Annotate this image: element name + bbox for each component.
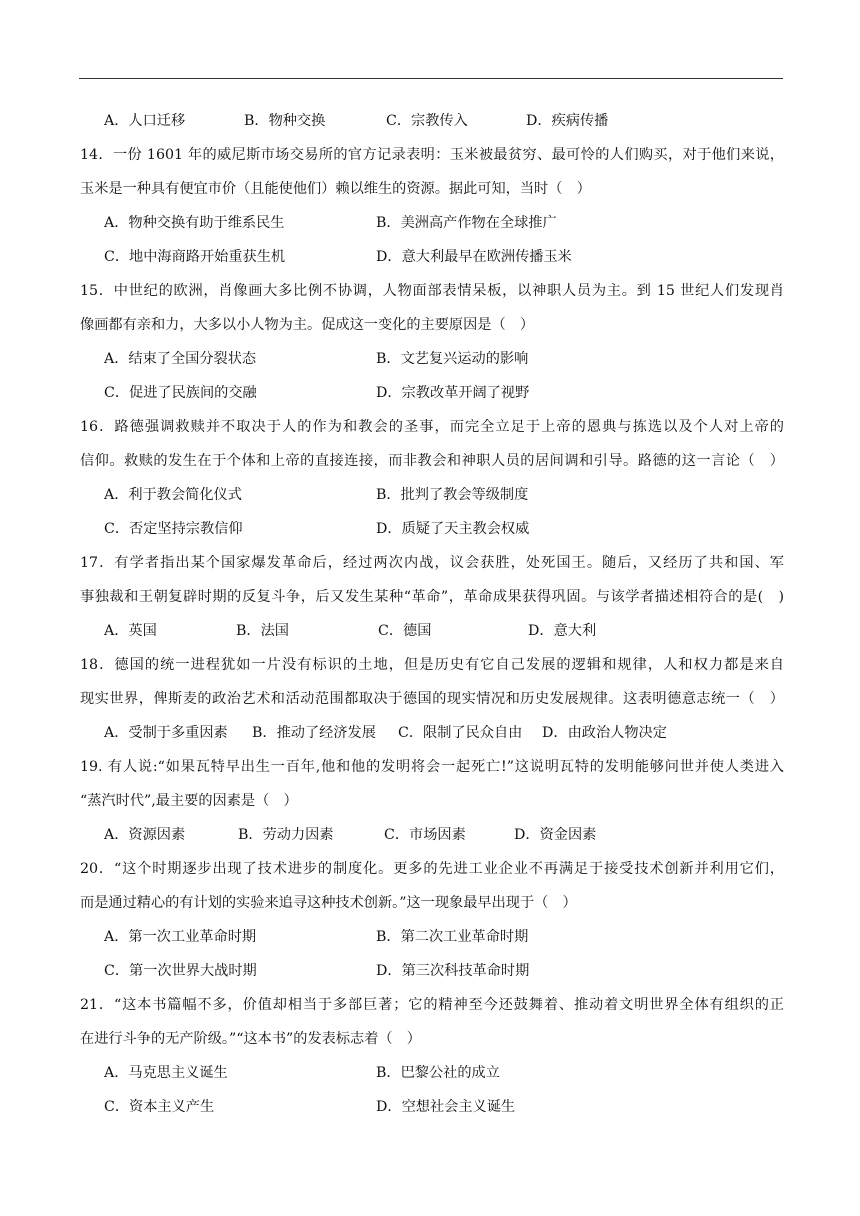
q14-option-c: C．地中海商路开始重获生机 xyxy=(104,249,286,265)
q16-stem-line-2: 信仰。救赎的发生在于个体和上帝的直接连接，而非教会和神职人员的居间调和引导。路德的这一言论（ ） xyxy=(80,453,784,469)
q18-option-b: B．推动了经济发展 xyxy=(252,725,376,741)
q16-option-a: A．利于教会简化仪式 xyxy=(104,487,242,503)
q15-stem-line-1: 15．中世纪的欧洲，肖像画大多比例不协调，人物面部表情呆板，以神职人员为主。到 15 世纪人们发现肖 xyxy=(80,283,784,299)
q19-stem-line-1: 19. 有人说:“如果瓦特早出生一百年,他和他的发明将会一起死亡!”这说明瓦特的发明能够问世并使人类进入 xyxy=(80,759,784,775)
q15-option-d: D．宗教改革开阔了视野 xyxy=(376,385,530,401)
q17-option-c: C．德国 xyxy=(378,623,432,639)
q15-option-c: C．促进了民族间的交融 xyxy=(104,385,257,401)
q21-option-c: C．资本主义产生 xyxy=(104,1099,215,1115)
q17-option-a: A．英国 xyxy=(104,623,157,639)
q19-option-c: C．市场因素 xyxy=(384,827,466,843)
q18-option-c: C．限制了民众自由 xyxy=(398,725,523,741)
q20-option-d: D．第三次科技革命时期 xyxy=(376,963,530,979)
q17-option-b: B．法国 xyxy=(236,623,289,639)
q20-option-b: B．第二次工业革命时期 xyxy=(376,929,529,945)
q16-option-c: C．否定坚持宗教信仰 xyxy=(104,521,243,537)
q20-option-a: A．第一次工业革命时期 xyxy=(104,929,257,945)
q13-option-a: A．人口迁移 xyxy=(104,113,186,129)
q21-stem-line-2: 在进行斗争的无产阶级。”“这本书”的发表标志着（ ） xyxy=(80,1031,421,1047)
q21-stem-line-1: 21．“这本书篇幅不多，价值却相当于多部巨著；它的精神至今还鼓舞着、推动着文明世界全体有组织的正 xyxy=(80,997,784,1013)
header-rule xyxy=(79,78,783,79)
q15-option-b: B．文艺复兴运动的影响 xyxy=(376,351,529,367)
q13-option-b: B．物种交换 xyxy=(244,113,326,129)
q21-option-a: A．马克思主义诞生 xyxy=(104,1065,228,1081)
q19-option-d: D．资金因素 xyxy=(514,827,597,843)
q21-option-b: B．巴黎公社的成立 xyxy=(376,1065,500,1081)
q18-stem-line-1: 18．德国的统一进程犹如一片没有标识的土地，但是历史有它自己发展的逻辑和规律，人和权力都是来自 xyxy=(80,657,784,673)
q19-stem-line-2: “蒸汽时代”,最主要的因素是（ ） xyxy=(80,793,298,809)
q16-option-b: B．批判了教会等级制度 xyxy=(376,487,529,503)
q15-option-a: A．结束了全国分裂状态 xyxy=(104,351,257,367)
q17-stem-line-2: 事独裁和王朝复辟时期的反复斗争，后又发生某种“革命”，革命成果获得巩固。与该学者描述相符合的是( ) xyxy=(80,589,784,605)
q18-stem-line-2: 现实世界，俾斯麦的政治艺术和活动范围都取决于德国的现实情况和历史发展规律。这表明德意志统一（ ） xyxy=(80,691,784,707)
q15-stem-line-2: 像画都有亲和力，大多以小人物为主。促成这一变化的主要原因是（ ） xyxy=(80,317,535,333)
q20-stem-line-1: 20．“这个时期逐步出现了技术进步的制度化。更多的先进工业企业不再满足于接受技术创新并利用它们， xyxy=(80,861,784,877)
q19-option-b: B．劳动力因素 xyxy=(238,827,334,843)
q20-stem-line-2: 而是通过精心的有计划的实验来追寻这种技术创新。”这一现象最早出现于（ ） xyxy=(80,895,577,911)
q17-option-d: D．意大利 xyxy=(528,623,597,639)
q13-option-c: C．宗教传入 xyxy=(386,113,468,129)
q18-option-a: A．受制于多重因素 xyxy=(104,725,228,741)
q18-option-d: D．由政治人物决定 xyxy=(542,725,667,741)
q16-stem-line-1: 16．路德强调救赎并不取决于人的作为和教会的圣事，而完全立足于上帝的恩典与拣选以及个人对上帝的 xyxy=(80,419,784,435)
q14-option-a: A．物种交换有助于维系民生 xyxy=(104,215,285,231)
q17-stem-line-1: 17．有学者指出某个国家爆发革命后，经过两次内战，议会获胜，处死国王。随后，又经历了共和国、军 xyxy=(80,555,784,571)
q14-stem-line-1: 14．一份 1601 年的威尼斯市场交易所的官方记录表明：玉米被最贫穷、最可怜的人们购买，对于他们来说， xyxy=(80,147,784,163)
q14-option-b: B．美洲高产作物在全球推广 xyxy=(376,215,557,231)
q13-option-d: D．疾病传播 xyxy=(526,113,609,129)
q16-option-d: D．质疑了天主教会权威 xyxy=(376,521,530,537)
q20-option-c: C．第一次世界大战时期 xyxy=(104,963,257,979)
q14-option-d: D．意大利最早在欧洲传播玉米 xyxy=(376,249,572,265)
q19-option-a: A．资源因素 xyxy=(104,827,186,843)
q21-option-d: D．空想社会主义诞生 xyxy=(376,1099,516,1115)
q14-stem-line-2: 玉米是一种具有便宜市价（且能使他们）赖以维生的资源。据此可知，当时（ ） xyxy=(80,181,591,197)
